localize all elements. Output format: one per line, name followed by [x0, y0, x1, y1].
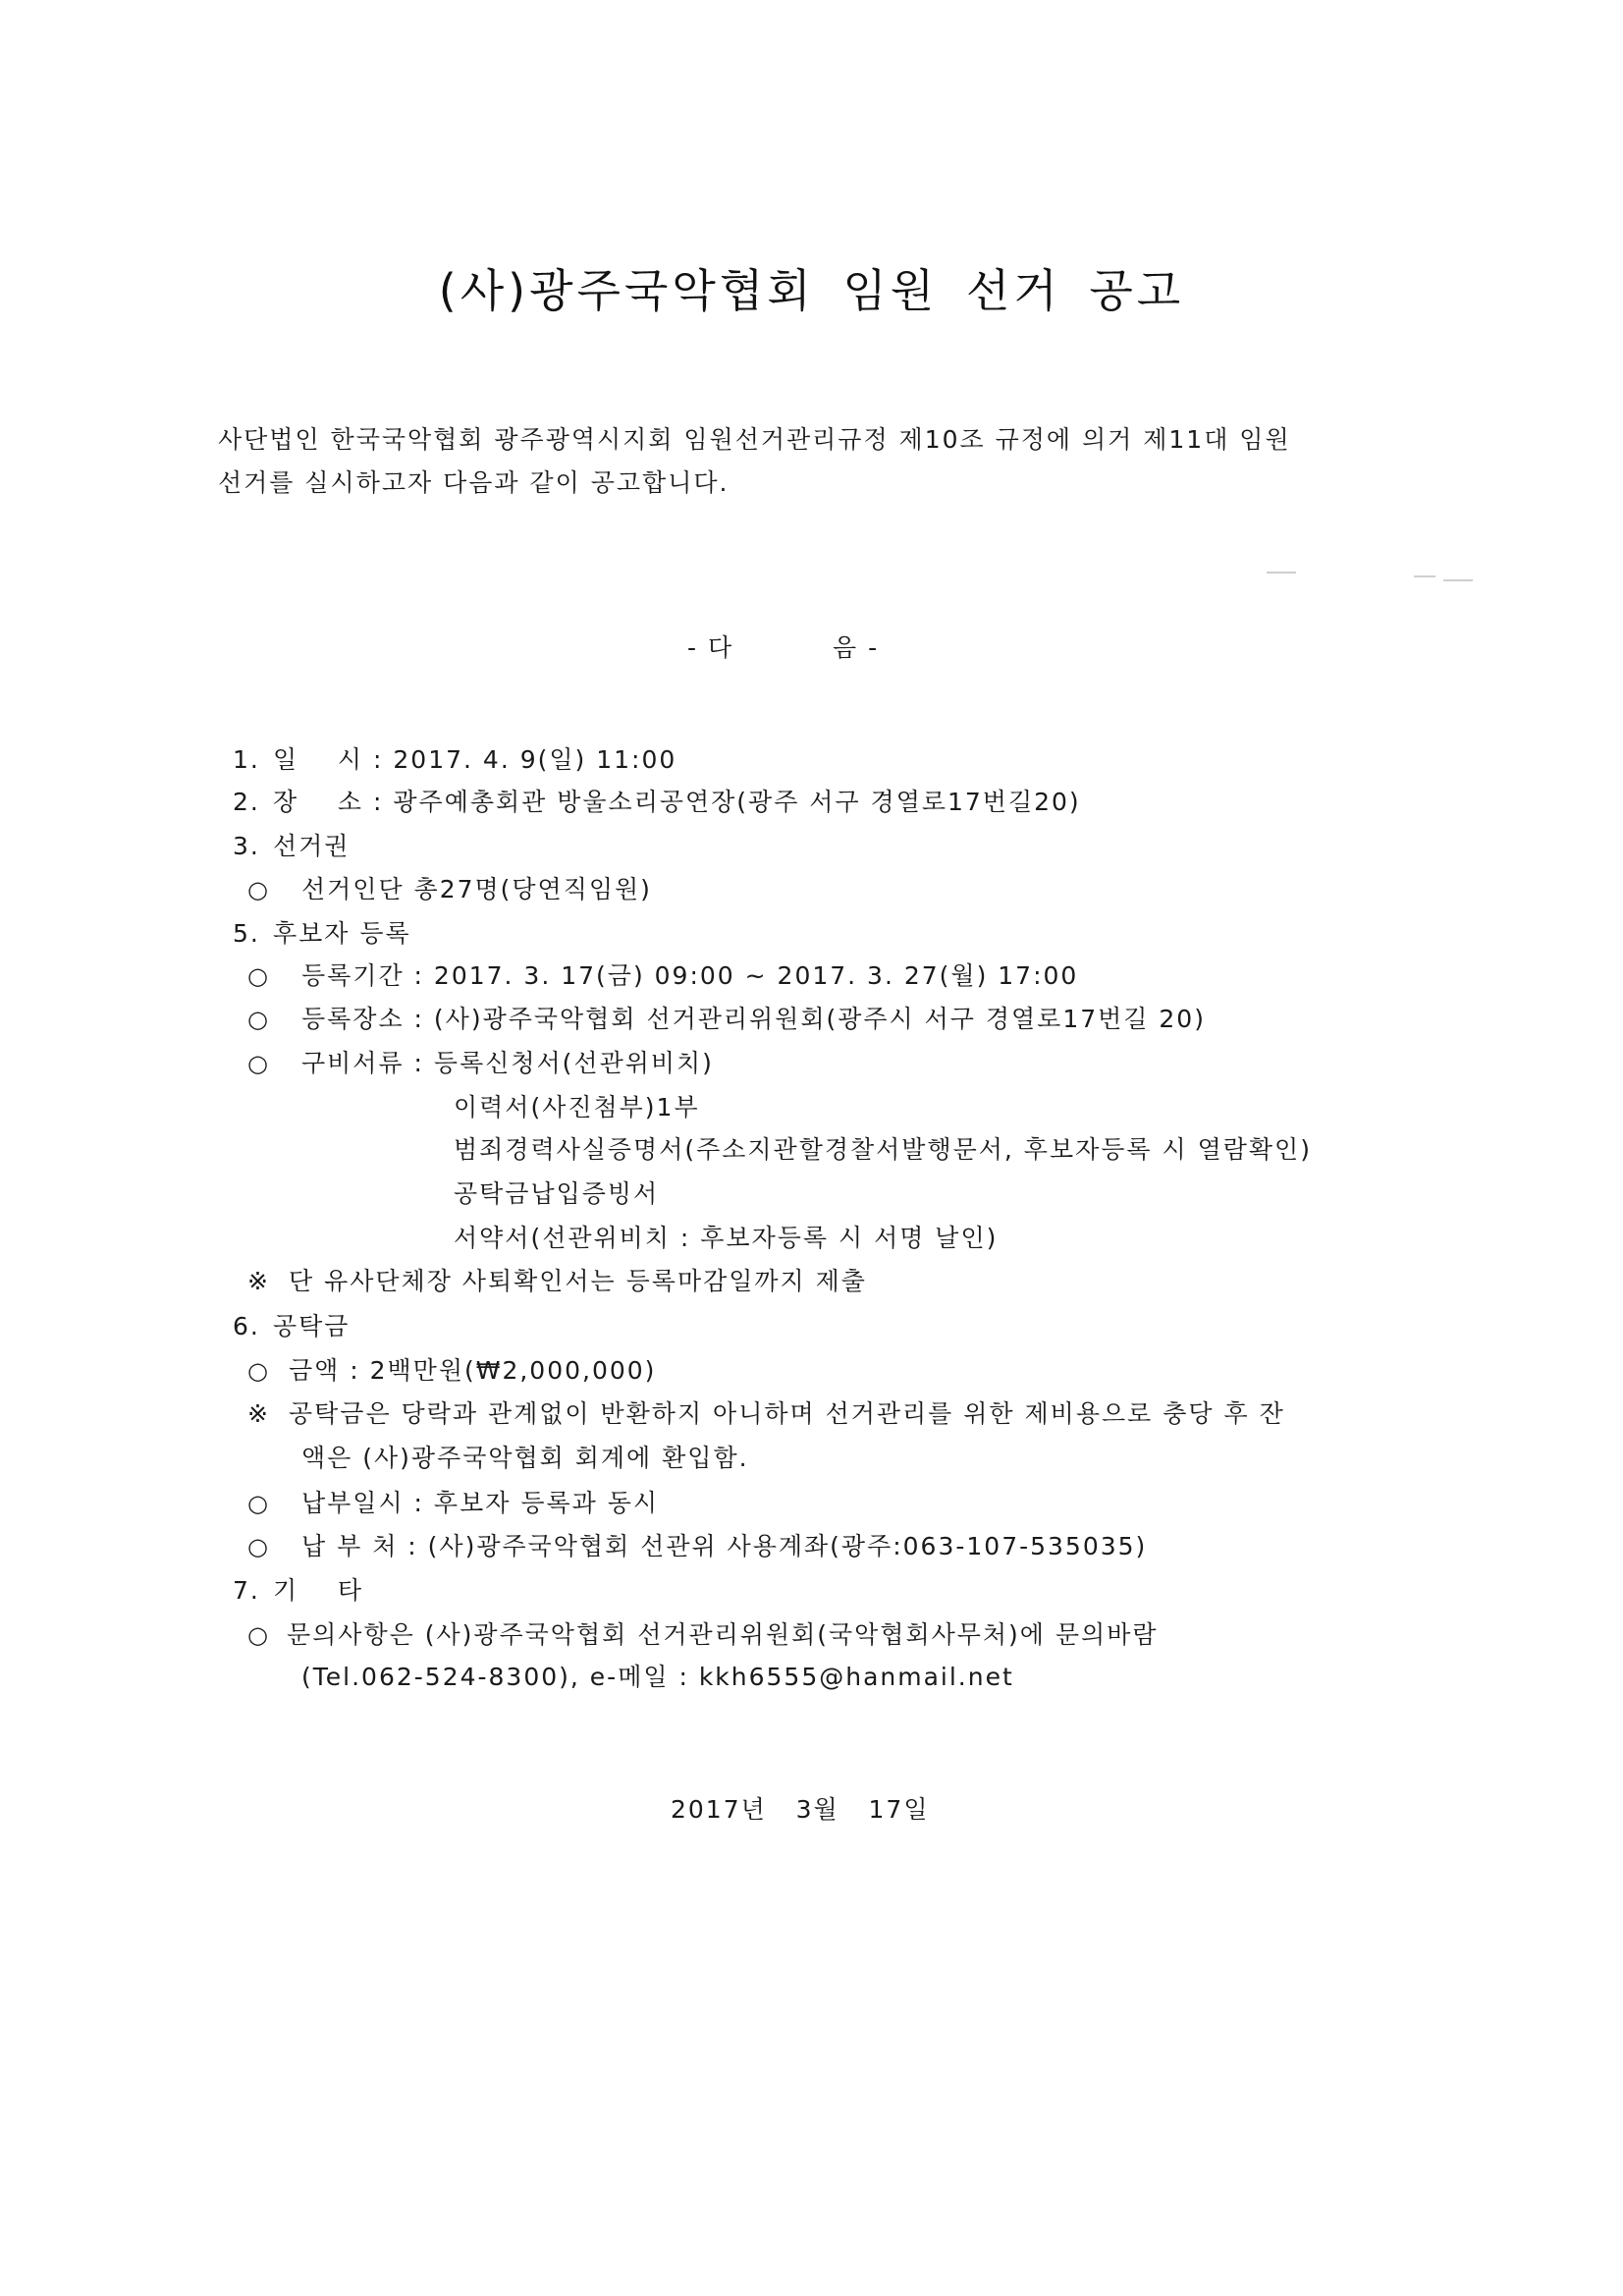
item-text: 구비서류 : 등록신청서(선관위비치) — [301, 1049, 714, 1077]
inquiry-line — [0, 1619, 1623, 1651]
item-text: 장 소 : 광주예총회관 방울소리공연장(광주 서구 경열로17번길20) — [273, 788, 1081, 816]
registration-place-line — [0, 1004, 1623, 1035]
item-text: 선거권 — [273, 832, 351, 860]
item-text: 범죄경력사실증명서(주소지관할경찰서발행문서, 후보자등록 시 열람확인) — [454, 1135, 1312, 1164]
document-title: (사)광주국악협회 임원 선거 공고 — [438, 264, 1185, 317]
item-number: 6. — [233, 1312, 260, 1340]
intro-line-1: 사단법인 한국국악협회 광주광역시지회 임원선거관리규정 제10조 규정에 의거 제11대 임원 — [218, 425, 1291, 454]
contact-line — [0, 1662, 1623, 1693]
item-text: 이력서(사진첨부)1부 — [454, 1093, 700, 1121]
item-number: 5. — [233, 919, 260, 948]
bullet-circle-icon: ○ — [247, 1533, 270, 1560]
item-text: 액은 (사)광주국악협회 회계에 환입함. — [301, 1444, 749, 1472]
item-text: 공탁금은 당락과 관계없이 반환하지 아니하며 선거관리를 위한 제비용으로 충당 후 잔 — [289, 1399, 1285, 1428]
document-pledge — [0, 1223, 1623, 1254]
item-text: 단 유사단체장 사퇴확인서는 등록마감일까지 제출 — [289, 1267, 867, 1295]
item-text: 납부일시 : 후보자 등록과 동시 — [301, 1489, 660, 1517]
item-text: 금액 : 2백만원(₩2,000,000) — [289, 1356, 657, 1385]
deposit-note-line-1 — [0, 1398, 1623, 1430]
item-text: (Tel.062-524-8300), e-메일 : kkh6555@hanmail.net — [301, 1663, 1014, 1691]
item-text: 납 부 처 : (사)광주국악협회 선관위 사용계좌(광주:063-107-535035) — [301, 1532, 1148, 1560]
item-text: 공탁금 — [273, 1312, 351, 1340]
document-deposit-proof — [0, 1178, 1623, 1210]
payment-account-line — [0, 1531, 1623, 1562]
item-5-candidate-registration — [0, 918, 1623, 950]
payment-date-line — [0, 1488, 1623, 1519]
bullet-circle-icon: ○ — [247, 962, 270, 990]
item-2-venue — [0, 787, 1623, 818]
item-text: 일 시 : 2017. 4. 9(일) 11:00 — [273, 745, 677, 774]
item-text: 등록기간 : 2017. 3. 17(금) 09:00 ~ 2017. 3. 27(월) 17:00 — [301, 961, 1079, 990]
bullet-circle-icon: ○ — [247, 876, 270, 903]
intro-line-2: 선거를 실시하고자 다음과 같이 공고합니다. — [218, 468, 730, 497]
item-text: 후보자 등록 — [273, 919, 411, 948]
item-text: 공탁금납입증빙서 — [454, 1179, 660, 1208]
item-text: 기 타 — [273, 1576, 364, 1605]
deposit-amount-line — [0, 1355, 1623, 1387]
registration-note — [0, 1266, 1623, 1297]
item-number: 3. — [233, 832, 260, 860]
item-text: 서약서(선관위비치 : 후보자등록 시 서명 날인) — [454, 1224, 999, 1252]
section-heading-left: - 다 — [687, 633, 734, 662]
section-heading-right: 음 - — [833, 633, 880, 662]
required-documents-line — [0, 1048, 1623, 1079]
item-number: 7. — [233, 1576, 260, 1605]
scan-artifact — [1414, 575, 1435, 577]
document-criminal-record — [0, 1134, 1623, 1166]
reference-mark-icon: ※ — [247, 1399, 270, 1428]
item-text: 문의사항은 (사)광주국악협회 선거관리위원회(국악협회사무처)에 문의바람 — [287, 1620, 1159, 1649]
item-6-deposit — [0, 1311, 1623, 1342]
bullet-circle-icon: ○ — [247, 1621, 270, 1649]
item-3-voting-right — [0, 831, 1623, 862]
document-resume — [0, 1092, 1623, 1123]
item-1-datetime — [0, 744, 1623, 776]
item-number: 1. — [233, 745, 260, 774]
bullet-circle-icon: ○ — [247, 1050, 270, 1077]
bullet-circle-icon: ○ — [247, 1357, 270, 1385]
item-text: 선거인단 총27명(당연직임원) — [301, 875, 652, 903]
voters-line — [0, 874, 1623, 905]
reference-mark-icon: ※ — [247, 1267, 270, 1295]
scan-artifact — [1267, 572, 1296, 574]
item-7-other — [0, 1575, 1623, 1607]
notice-date: 2017년 3월 17일 — [671, 1795, 930, 1824]
item-number: 2. — [233, 788, 260, 816]
item-text: 등록장소 : (사)광주국악협회 선거관리위원회(광주시 서구 경열로17번길 20) — [301, 1005, 1206, 1033]
bullet-circle-icon: ○ — [247, 1006, 270, 1033]
scan-artifact — [1443, 579, 1473, 581]
bullet-circle-icon: ○ — [247, 1490, 270, 1517]
registration-period-line — [0, 960, 1623, 992]
deposit-note-line-2 — [0, 1443, 1623, 1474]
